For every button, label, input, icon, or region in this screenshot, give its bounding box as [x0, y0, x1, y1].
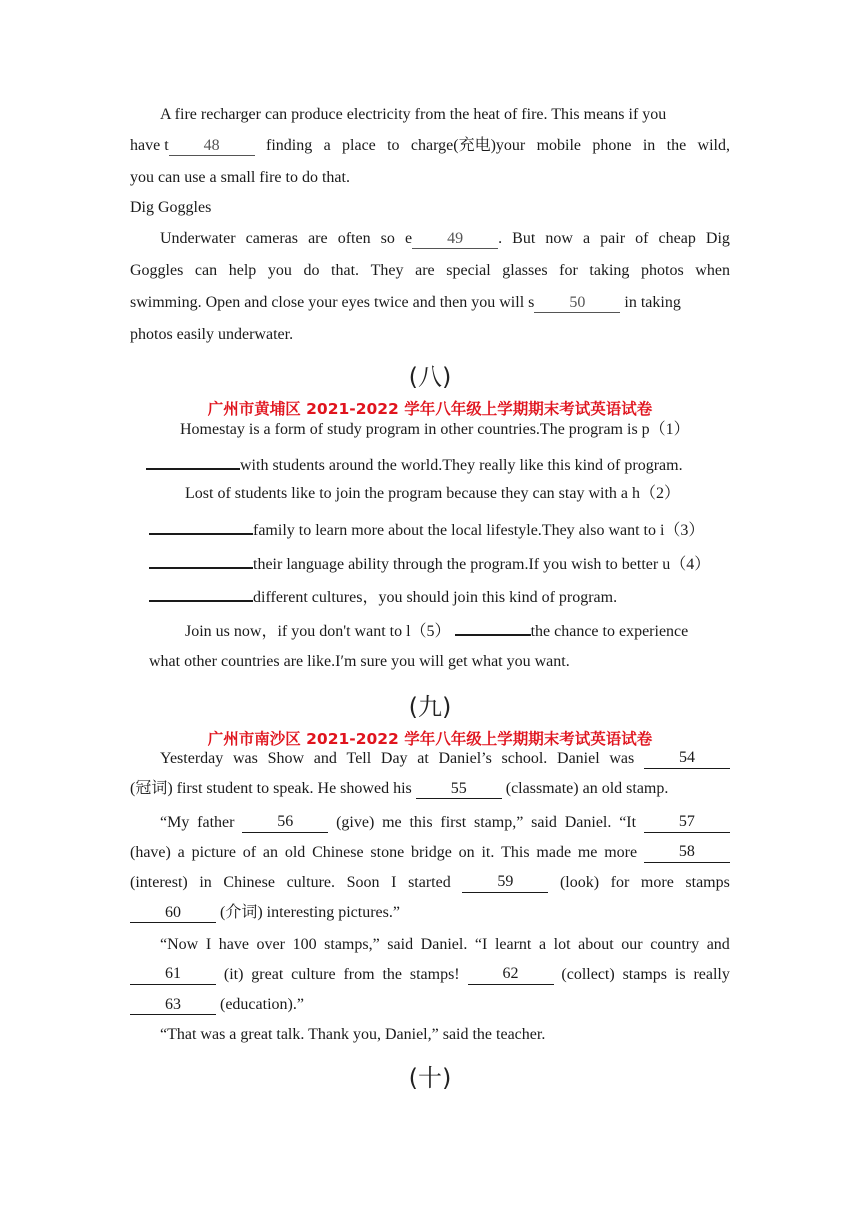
blank-58[interactable]: 58: [644, 843, 730, 863]
blank-60[interactable]: 60: [130, 904, 216, 923]
paragraph-line: you can use a small fire to do that.: [130, 169, 350, 186]
blank-56[interactable]: 56: [242, 813, 328, 833]
paragraph-line: what other countries are like.I′m sure you will get what you want.: [149, 653, 570, 670]
blank-5[interactable]: [455, 618, 531, 636]
blank-57[interactable]: 57: [644, 813, 730, 833]
paragraph-line: (interest) in Chinese culture. Soon I started 59 (look) for more stamps: [130, 873, 730, 891]
section-heading: (八): [408, 363, 452, 391]
paragraph-line: have t 48 finding a place to charge(充电)your mobile phone in the wild,: [130, 137, 730, 154]
paragraph-line: with students around the world.They really like this kind of program.: [146, 452, 683, 476]
exam-source-title: 广州市黄埔区 2021-2022 学年八年级上学期期末考试英语试卷: [207, 400, 653, 418]
blank-59[interactable]: 59: [462, 873, 548, 893]
paragraph-line: Goggles can help you do that. They are special glasses for taking photos when: [130, 262, 730, 279]
subheading: Dig Goggles: [130, 199, 212, 216]
paragraph-line: photos easily underwater.: [130, 326, 294, 343]
paragraph-line: (have) a picture of an old Chinese stone bridge on it. This made me more 58: [130, 843, 730, 863]
blank-48[interactable]: 48: [169, 137, 255, 156]
blank-3[interactable]: [149, 551, 253, 569]
blank-62[interactable]: 62: [468, 965, 554, 985]
paragraph-line: their language ability through the program.If you wish to better u（4）: [149, 551, 710, 575]
paragraph-line: different cultures，you should join this kind of program.: [149, 584, 617, 608]
blank-2[interactable]: [149, 517, 253, 535]
blank-63[interactable]: 63: [130, 996, 216, 1015]
paragraph-line: “Now I have over 100 stamps,” said Daniel. “I learnt a lot about our country and: [160, 936, 730, 953]
paragraph-line: (冠词) first student to speak. He showed his 55 (classmate) an old stamp.: [130, 780, 669, 797]
blank-4[interactable]: [149, 584, 253, 602]
blank-1[interactable]: [146, 452, 240, 470]
exam-source-title: 广州市南沙区 2021-2022 学年八年级上学期期末考试英语试卷: [207, 730, 653, 748]
paragraph-line: 61 (it) great culture from the stamps! 62 (collect) stamps is really: [130, 965, 730, 985]
paragraph-line: family to learn more about the local lifestyle.They also want to i（3）: [149, 517, 704, 541]
paragraph-line: Join us now，if you don't want to l（5） the chance to experience: [185, 618, 688, 642]
paragraph-line: Lost of students like to join the program because they can stay with a h（2）: [185, 485, 681, 502]
blank-49[interactable]: 49: [412, 230, 498, 249]
blank-50[interactable]: 50: [534, 294, 620, 313]
paragraph-line: Underwater cameras are often so e 49 . But now a pair of cheap Dig: [160, 230, 730, 247]
blank-54[interactable]: 54: [644, 749, 730, 769]
paragraph-line: swimming. Open and close your eyes twice and then you will s 50 in taking: [130, 294, 681, 311]
paragraph-line: “My father 56 (give) me this first stamp,” said Daniel. “It 57: [160, 813, 730, 833]
paragraph-line: Yesterday was Show and Tell Day at Daniel’s school. Daniel was 54: [160, 749, 730, 769]
paragraph-line: “That was a great talk. Thank you, Daniel,” said the teacher.: [160, 1026, 546, 1043]
paragraph-line: 63 (education).”: [130, 995, 304, 1015]
paragraph-line: A fire recharger can produce electricity from the heat of fire. This means if you: [160, 106, 667, 123]
section-heading: (十): [408, 1064, 452, 1092]
section-heading: (九): [408, 693, 452, 721]
paragraph-line: Homestay is a form of study program in other countries.The program is p（1）: [180, 421, 690, 438]
blank-61[interactable]: 61: [130, 965, 216, 985]
paragraph-line: 60 (介词) interesting pictures.”: [130, 903, 400, 923]
blank-55[interactable]: 55: [416, 780, 502, 799]
